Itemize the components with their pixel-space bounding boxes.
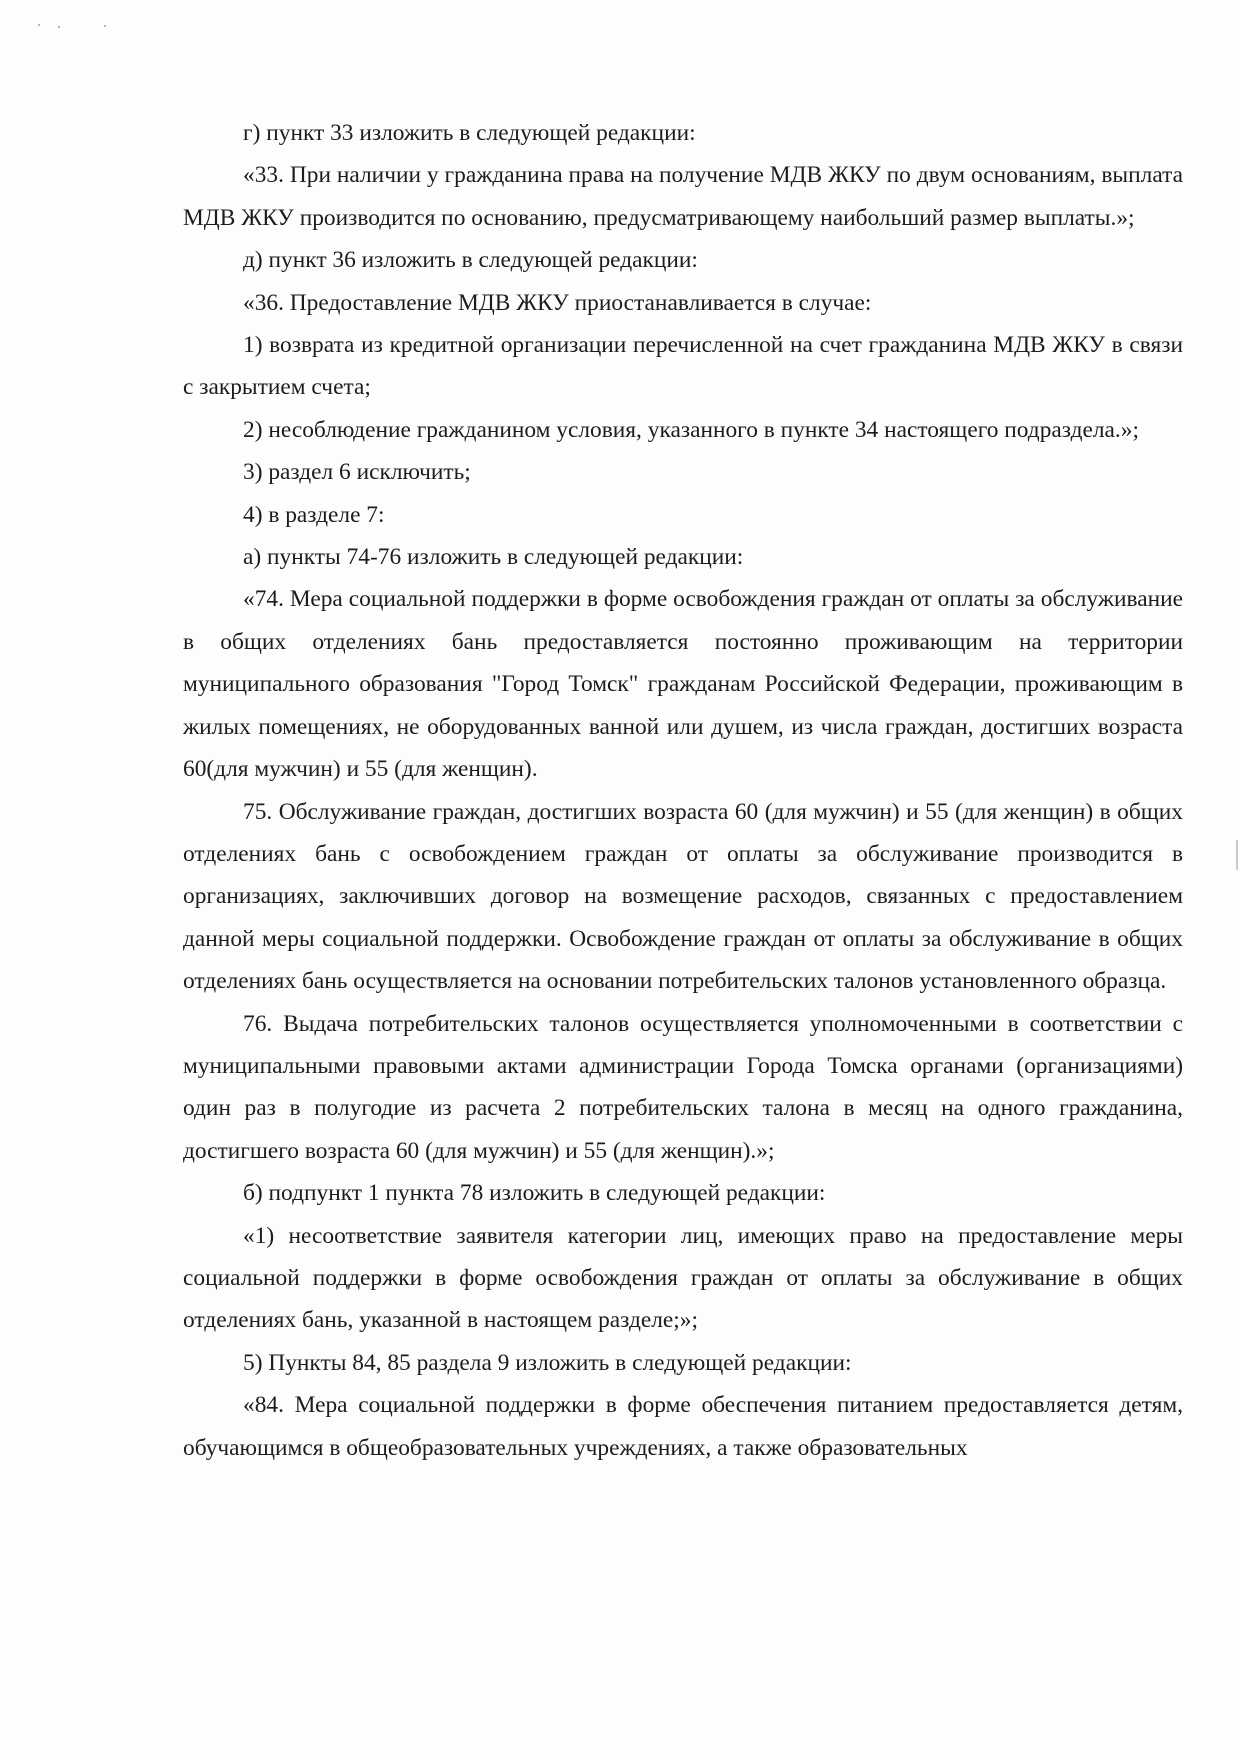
paragraph: 75. Обслуживание граждан, достигших возраста 60 (для мужчин) и 55 (для женщин) в общих отделениях бань с освобождением граждан от оплаты за обслуживание производится в организациях, заключивших договор на возмещение расходов, связанных с предоставлением данной меры социальной поддержки. Освобождение граждан от оплаты за обслуживание в общих отделениях бань осуществляется на основании потребительских талонов установленного образца. <box>183 798 1183 995</box>
scan-artifact <box>104 25 106 27</box>
paragraph: «84. Мера социальной поддержки в форме обеспечения питанием предоставляется детям, обучающимся в общеобразовательных учреждениях, а также образовательных <box>183 1392 1183 1461</box>
paragraph: 4) в разделе 7: <box>243 501 385 528</box>
document-body <box>183 112 1183 1469</box>
paragraph: «74. Мера социальной поддержки в форме освобождения граждан от оплаты за обслуживание в общих отделениях бань предоставляется постоянно проживающим на территории муниципального образования "Город Томск" гражданам Российской Федерации, проживающим в жилых помещениях, не оборудованных ванной или душем, из числа граждан, достигших возраста 60(для мужчин) и 55 (для женщин). <box>183 586 1183 783</box>
scan-artifact <box>1236 840 1238 870</box>
paragraph: 1) возврата из кредитной организации перечисленной на счет гражданина МДВ ЖКУ в связи с закрытием счета; <box>183 332 1183 401</box>
paragraph: а) пункты 74-76 изложить в следующей редакции: <box>243 544 744 571</box>
paragraph: «36. Предоставление МДВ ЖКУ приостанавливается в случае: <box>243 289 872 316</box>
paragraph: «33. При наличии у гражданина права на получение МДВ ЖКУ по двум основаниям, выплата МДВ ЖКУ производится по основанию, предусматривающему наибольший размер выплаты.»; <box>183 162 1183 231</box>
paragraph: 76. Выдача потребительских талонов осуществляется уполномоченными в соответствии с муниципальными правовыми актами администрации Города Томска органами (организациями) один раз в полугодие из расчета 2 потребительских талона в месяц на одного гражданина, достигшего возраста 60 (для мужчин) и 55 (для женщин).»; <box>183 1010 1183 1164</box>
paragraph: б) подпункт 1 пункта 78 изложить в следующей редакции: <box>243 1180 826 1207</box>
scan-artifact <box>58 26 60 28</box>
paragraph: 5) Пункты 84, 85 раздела 9 изложить в следующей редакции: <box>243 1349 852 1376</box>
paragraph: г) пункт 33 изложить в следующей редакции: <box>243 120 696 146</box>
paragraph: д) пункт 36 изложить в следующей редакции: <box>243 247 698 274</box>
scan-artifact <box>38 24 40 26</box>
paragraph: 2) несоблюдение гражданином условия, указанного в пункте 34 настоящего подраздела.»; <box>243 416 1139 443</box>
paragraph: «1) несоответствие заявителя категории лиц, имеющих право на предоставление меры социальной поддержки в форме освобождения граждан от оплаты за обслуживание в общих отделениях бань, указанной в настоящем разделе;»; <box>183 1222 1183 1334</box>
paragraph: 3) раздел 6 исключить; <box>243 459 471 486</box>
